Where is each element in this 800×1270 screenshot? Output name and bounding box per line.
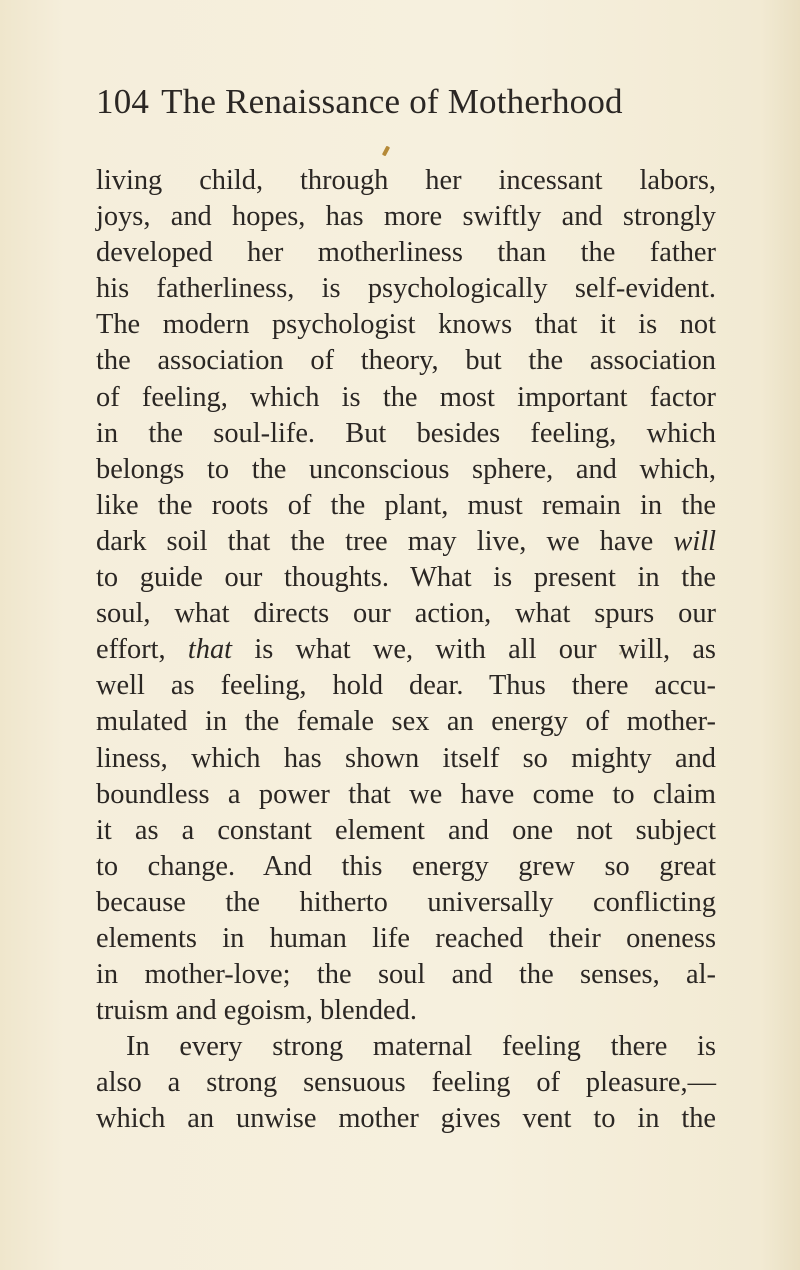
text-line: boundless a power that we have come to claim: [96, 778, 716, 810]
italic-word: that: [187, 634, 233, 666]
text-line: well as feeling, hold dear. Thus there accu-: [96, 670, 716, 702]
text-line: like the roots of the plant, must remain in the: [96, 489, 716, 521]
text-line: to guide our thoughts. What is present in the: [96, 562, 716, 594]
text-line: belongs to the unconscious sphere, and which,: [96, 453, 716, 485]
text-line: his fatherliness, is psychologically self-evident.: [96, 273, 716, 305]
text-line: in the soul-life. But besides feeling, which: [96, 417, 716, 449]
italic-word: will: [673, 525, 716, 557]
text-line: joys, and hopes, has more swiftly and strongly: [96, 201, 716, 233]
text-segment: dark soil that the tree may live, we have: [96, 525, 654, 557]
running-title: The Renaissance of Motherhood: [161, 82, 623, 121]
text-line: mulated in the female sex an energy of mother-: [96, 706, 716, 738]
text-line: in mother-love; the soul and the senses, al-: [96, 959, 716, 991]
text-line: to change. And this energy grew so great: [96, 850, 716, 882]
text-line: liness, which has shown itself so mighty and: [96, 742, 716, 774]
text-line: [96, 524, 716, 560]
ink-mark: [382, 146, 390, 157]
text-line: also a strong sensuous feeling of pleasure,—: [96, 1067, 716, 1099]
text-line: developed her motherliness than the father: [96, 237, 716, 269]
text-line: [96, 632, 716, 668]
text-segment: effort,: [96, 634, 166, 666]
paragraph-start-line: In every strong maternal feeling there is: [126, 1031, 716, 1063]
text-line: which an unwise mother gives vent to in the: [96, 1103, 716, 1135]
page-number: 104: [96, 82, 150, 121]
running-header: [96, 82, 623, 122]
text-line: truism and egoism, blended.: [96, 995, 417, 1027]
text-segment: is what we, with all our will, as: [254, 634, 716, 666]
text-line: the association of theory, but the association: [96, 345, 716, 377]
text-line: elements in human life reached their oneness: [96, 922, 716, 954]
body-text: [96, 163, 716, 1138]
text-line: soul, what directs our action, what spurs our: [96, 598, 716, 630]
text-line: living child, through her incessant labors,: [96, 165, 716, 196]
text-line: The modern psychologist knows that it is not: [96, 309, 716, 341]
text-line: it as a constant element and one not subject: [96, 814, 716, 846]
text-line: of feeling, which is the most important factor: [96, 381, 716, 413]
text-line: because the hitherto universally conflicting: [96, 886, 716, 918]
